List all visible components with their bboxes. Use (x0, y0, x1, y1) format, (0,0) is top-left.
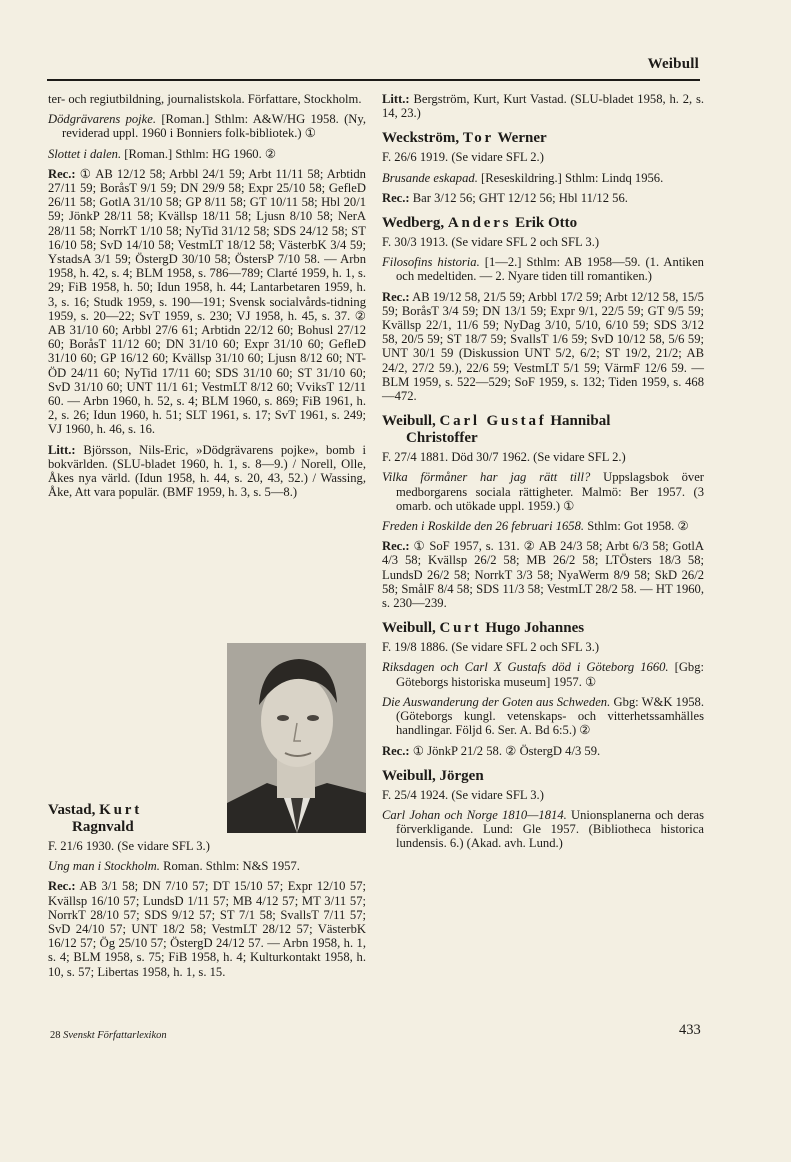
reviews-text: Bar 3/12 56; GHT 12/12 56; Hbl 11/12 56. (412, 190, 628, 205)
work-entry (382, 255, 704, 283)
bio: F. 25/4 1924. (Se vidare SFL 3.) (382, 787, 544, 802)
reviews-text: AB 3/1 58; DN 7/10 57; DT 15/10 57; Expr 12/10 57; Kvällsp 16/10 57; LundsD 1/11 57; MB 4/12 57; MT 3/11 57; NorrkT 28/10 57; SDS 9/12 57; ST 7/1 58; SvallsT 7/11 57; SvD 24/10 57; UNT 18/2 58; VestmLT 28/12 57; VästerbK 16/12 57; Ög 25/10 57; ÖstergD 24/12 57. — Arbn 1958, h. 1, s. 4; BLM 1958, s. 75; FiB 1958, h. 4; Kulturkontakt 1958, h. 10, s. 57; Libertas 1958, h. 1, s. 15. (48, 879, 366, 979)
work-details: Unionsplanerna och deras förverkligande. Lund: Gle 1957. (Bibliotheca historica lundensis. 6.) (Akad. avh. Lund.) (396, 807, 704, 851)
name-continued: Christoffer (406, 430, 478, 447)
name-rest: Erik Otto (515, 215, 578, 232)
work-title: Dödgrävarens pojke. (48, 112, 157, 127)
name-given: Kurt (99, 802, 143, 818)
literature (48, 443, 366, 500)
work-entry (382, 660, 704, 688)
reviews (48, 167, 366, 437)
name-surname: Weibull, (382, 620, 436, 637)
work-entry (382, 171, 704, 185)
work-title: Freden i Roskilde den 26 februari 1658. (382, 519, 585, 534)
literature-label: Litt.: (48, 442, 76, 457)
signature-number: 28 (50, 1030, 61, 1041)
reviews-label: Rec.: (48, 166, 76, 181)
name-rest: Werner (497, 130, 547, 147)
entry-vastad (48, 802, 366, 985)
signature-mark (50, 1030, 167, 1041)
signature-title: Svenskt Författarlexikon (63, 1030, 167, 1041)
page-number: 433 (679, 1022, 701, 1038)
work-entry (382, 808, 704, 851)
entry-continuation: ter- och regiutbildning, journalistskola. Författare, Stockholm. (48, 92, 362, 106)
entry-heading (48, 802, 366, 836)
entry-heading (382, 130, 704, 147)
work-details: [1—2.] Sthlm: AB 1958—59. (1. Antiken och medeltiden. — 2. Nyare tiden till romantiken.) (396, 255, 704, 284)
work-details: [Roman.] Sthlm: HG 1960. ② (124, 146, 277, 161)
bio: F. 27/4 1881. Död 30/7 1962. (Se vidare SFL 2.) (382, 450, 626, 465)
name-given: Anders (447, 215, 512, 232)
work-entry (48, 112, 366, 140)
reviews-text: ① AB 12/12 58; Arbbl 24/1 59; Arbt 11/11 58; Arbtidn 27/11 59; BoråsT 9/1 59; DN 29/9 58; Expr 25/10 58; GefleD 26/11 58; GotlA 31/10 58; GP 8/11 58; GT 10/11 58; Hbl 20/1 59; JönkP 28/11 58; Kvällsp 18/11 58; Ljusn 8/10 58; NerA 28/11 58; NorrkT 1/10 58; NyTid 31/12 58; SDS 24/12 58; ST 16/10 58; SvD 14/10 58; VestmLT 18/12 58; VästerbK 3/4 59; YstadsA 3/1 59; ÖstergD 30/10 58; ÖstersP 7/10 58. — Arbn 1958, h. 42, s. 4; BLM 1958, s. 786—789; Clarté 1959, h. 1, s. 29; FiB 1958, h. 50; Idun 1958, h. 44; Lantarbetaren 1959, h. 3, s. 16; Studk 1959, s. 190—191; Svensk socialvårds-tidning 1959, s. 20—22; SvT 1959, s. 230; VJ 1958, h. 45, s. 37. ② AB 31/10 60; Arbbl 27/6 61; Arbtidn 22/12 60; Bohusl 27/12 60; BoråsT 11/12 60; DN 31/10 60; Expr 31/10 60; GefleD 31/10 60; GP 16/12 60; Kvällsp 31/10 60; Ljusn 8/12 60; NT-ÖD 24/11 60; NyTid 17/11 60; SDS 31/10 60; ST 31/10 60; SvD 31/10 60; UNT 11/1 61; VestmLT 8/12 60; VviksT 12/11 60. — Arbn 1960, h. 52, s. 4; BLM 1960, s. 869; FiB 1961, h. 2, s. 26; Idun 1960, h. 51; SLT 1961, s. 17; SvT 1961, s. 249; VJ 1960, h. 46, s. 16. (48, 166, 366, 437)
name-given: Carl Gustaf (439, 413, 547, 430)
bio: F. 19/8 1886. (Se vidare SFL 2 och SFL 3.) (382, 640, 600, 655)
name-given: Tor (462, 130, 495, 147)
work-details: Sthlm: Got 1958. ② (587, 519, 689, 534)
reviews-label: Rec.: (382, 539, 410, 554)
running-head: Weibull (647, 56, 699, 72)
name-given: Curt (439, 620, 482, 637)
name-rest: Hannibal (550, 413, 611, 430)
entry-heading (382, 413, 704, 447)
literature-label: Litt.: (382, 92, 410, 106)
reviews-text: ① SoF 1957, s. 131. ② AB 24/3 58; Arbt 6/3 58; GotlA 4/3 58; Kvällsp 26/2 58; MB 26/2 58; LTÖsters 18/3 58; LundsD 26/2 58; NorrkT 3/3 58; NyaWerm 8/9 58; SkD 26/2 58; SmålF 8/4 58; SDS 11/3 58; VestmLT 28/2 58. — HT 1960, s. 230—239. (382, 539, 704, 611)
header-rule (47, 79, 700, 81)
work-title: Slottet i dalen. (48, 146, 122, 161)
reviews-label: Rec.: (382, 289, 410, 304)
work-title: Vilka förmåner har jag rätt till? (382, 470, 591, 485)
bio: F. 21/6 1930. (Se vidare SFL 3.) (48, 839, 210, 853)
work-title: Die Auswanderung der Goten aus Schweden. (382, 694, 611, 709)
name-surname: Wedberg, (382, 215, 445, 232)
work-details: Roman. Sthlm: N&S 1957. (163, 859, 300, 874)
work-title: Carl Johan och Norge 1810—1814. (382, 807, 567, 822)
entry-heading (382, 620, 704, 637)
work-entry (48, 859, 366, 873)
work-details: Gbg: W&K 1958. (Göteborgs kungl. vetenskaps- och vitterhetssamhälles handlingar. Följd 6. Ser. A. Bd 6:5.) ② (396, 694, 704, 738)
name-surname: Vastad, (48, 802, 96, 818)
work-details: Uppslagsbok över medborgarens sociala rättigheter. Malmö: Ber 1957. (3 omarb. och utökade uppl. 1959.) ① (396, 470, 704, 513)
reviews (382, 539, 704, 610)
reviews-label: Rec.: (382, 743, 410, 758)
left-column (48, 92, 366, 505)
entry-heading (382, 215, 704, 232)
work-details: [Gbg: Göteborgs historiska museum] 1957. ① (396, 660, 705, 689)
work-title: Filosofins historia. (382, 255, 480, 270)
name-surname: Weckström, (382, 130, 460, 147)
bio: F. 30/3 1913. (Se vidare SFL 2 och SFL 3.) (382, 235, 600, 250)
name-continued: Ragnvald (72, 819, 134, 835)
reviews (382, 744, 704, 758)
reviews (382, 290, 704, 404)
name-rest: Hugo Johannes (485, 620, 585, 637)
name-surname: Weibull, (382, 413, 436, 430)
work-title: Brusande eskapad. (382, 170, 478, 185)
reviews-text: ① JönkP 21/2 58. ② ÖstergD 4/3 59. (412, 743, 601, 758)
literature-text: Bergström, Kurt, Kurt Vastad. (SLU-bladet 1958, h. 2, s. 14, 23.) (382, 92, 704, 121)
entry-heading: Weibull, Jörgen (382, 767, 484, 784)
right-column (382, 92, 704, 857)
work-title: Riksdagen och Carl X Gustafs död i Göteborg 1660. (382, 660, 669, 675)
work-title: Ung man i Stockholm. (48, 859, 160, 874)
reviews-label: Rec.: (382, 190, 410, 205)
reviews-label: Rec.: (48, 879, 76, 894)
literature (382, 92, 704, 120)
work-details: [Reseskildring.] Sthlm: Lindq 1956. (481, 170, 664, 185)
work-entry (382, 519, 704, 533)
literature-text: Björsson, Nils-Eric, »Dödgrävarens pojke», bomb i bokvärlden. (SLU-bladet 1960, h. 1, s. 8—9.) / Norell, Olle, Åkes nya värld. (Idun 1958, h. 44, s. 20, 43, 52.) / Wassing, Åke, Att vara populär. (BMF 1959, h. 3, s. 5—8.) (48, 442, 366, 500)
work-entry (382, 470, 704, 513)
reviews-text: AB 19/12 58, 21/5 59; Arbbl 17/2 59; Arbt 12/12 58, 15/5 59; BoråsT 3/4 59; DN 13/1 59; Expr 9/1, 22/5 59; GT 9/5 59; Kvällsp 22/1, 11/6 59; NyDag 3/10, 5/10, 6/10 59; SDS 3/12 58, 20/5 59; ST 18/7 59; SvallsT 1/6 59; SvD 10/12 58, 5/6 59; UNT 30/1 59 (Diskussion UNT 5/2, 6/2; ST 19/2, 21/2; AB 24/2, 27/2 59.), 22/6 59; VestmLT 5/1 59; VärmF 12/6 59. — BLM 1959, s. 522—529; SoF 1959, s. 132; Tiden 1959, s. 468—472. (382, 289, 704, 404)
reviews (48, 879, 366, 978)
bio: F. 26/6 1919. (Se vidare SFL 2.) (382, 150, 544, 165)
work-entry (48, 147, 366, 161)
work-details: [Roman.] Sthlm: A&W/HG 1958. (Ny, reviderad uppl. 1960 i Bonniers folk-bibliotek.) ① (62, 112, 366, 141)
work-entry (382, 695, 704, 738)
reviews (382, 191, 704, 205)
